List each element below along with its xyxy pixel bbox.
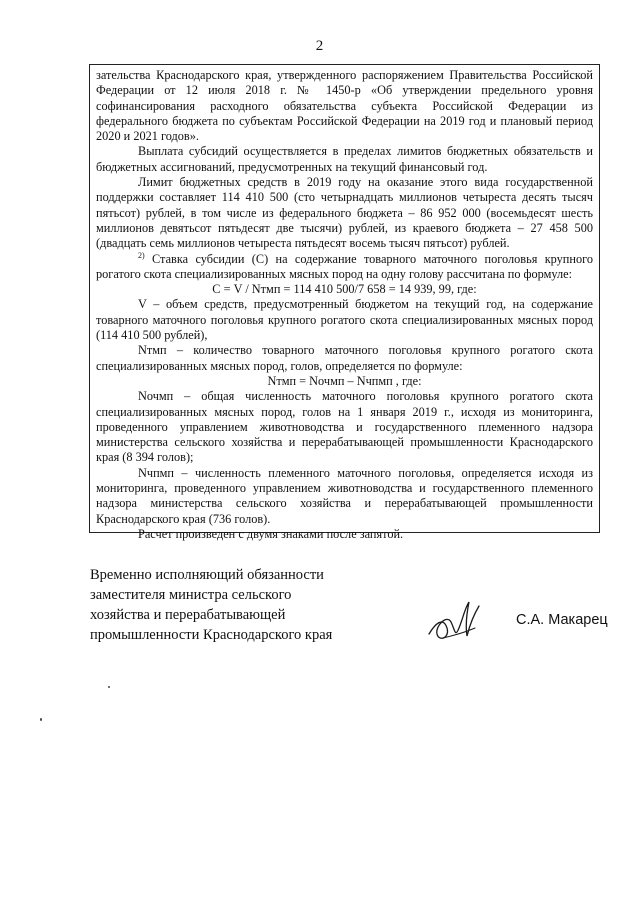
paragraph-rounding-note: Расчет произведен с двумя знаками после запятой. bbox=[138, 526, 404, 541]
paragraph-v-definition: V – объем средств, предусмотренный бюджетом на текущий год, на содержание товарного маточного поголовья крупного рогатого скота специализированных мясных пород (114 410 500 рублей), bbox=[96, 297, 593, 343]
framed-text-block bbox=[89, 64, 600, 541]
paragraph-subsidy-rate bbox=[96, 252, 593, 283]
signer-name: С.А. Макарец bbox=[516, 612, 608, 628]
page-number: 2 bbox=[315, 38, 324, 54]
handwritten-signature bbox=[425, 598, 485, 646]
signatory-title-line: заместителя министра сельского bbox=[90, 587, 292, 603]
signatory-title-line: Временно исполняющий обязанности bbox=[90, 567, 324, 583]
formula-ntmp: Nтмп = Nочмп – Nчпмп , где: bbox=[267, 373, 422, 388]
paragraph-ntmp-definition: Nтмп – количество товарного маточного поголовья крупного рогатого скота специализированных мясных пород, голов, определяется по формуле: bbox=[96, 343, 593, 373]
signatory-title-line: промышленности Краснодарского края bbox=[90, 627, 333, 643]
formula-rate: С = V / Nтмп = 114 410 500/7 658 = 14 939, 99, где: bbox=[212, 282, 477, 297]
paragraph-budget-limit: Лимит бюджетных средств в 2019 году на оказание этого вида государственной поддержки составляет 114 410 500 (сто четырнадцать миллионов четыреста десять тысяч пятьсот) рублей, в том числе из федерального бюджета – 86 952 000 (восемьдесят шесть миллионов девятьсот пятьдесят две тысячи) рублей, из краевого бюджета – 27 458 500 (двадцать семь миллионов четыреста пятьдесят восемь тысяч пятьсот) рублей. bbox=[96, 175, 593, 251]
scan-speck bbox=[108, 686, 110, 688]
paragraph-nochmp-definition: Nочмп – общая численность маточного поголовья крупного рогатого скота специализированных мясных пород, голов на 1 января 2019 г., исходя из мониторинга, проведенного управлением животноводства и государственного племенного надзора министерства сельского хозяйства и перерабатывающей промышленности Краснодарского края (8 394 голов); bbox=[96, 389, 593, 465]
signatory-title-line: хозяйства и перерабатывающей bbox=[90, 607, 286, 623]
paragraph-continuation: зательства Краснодарского края, утвержденного распоряжением Правительства Российской Федерации от 12 июля 2018 г. № 1450-р «Об утверждении предельного уровня софинансирования расходного обязательства субъекта Российской Федерации из федерального бюджета по субъектам Российской Федерации на 2019 год и плановый период 2020 и 2021 годов». bbox=[96, 68, 593, 144]
scan-speck bbox=[40, 718, 42, 721]
paragraph-nchpmp-definition: Nчпмп – численность племенного маточного поголовья, определяется исходя из мониторинга, проведенного управлением животноводства и государственного племенного надзора министерства сельского хозяйства и перерабатывающей промышленности Краснодарского края (736 голов). bbox=[96, 465, 593, 526]
subsidy-rate-text: Ставка субсидии (С) на содержание товарного маточного поголовья крупного рогатого скота специализированных мясных пород на одну голову рассчитана по формуле: bbox=[96, 251, 593, 281]
signatory-title bbox=[90, 565, 332, 645]
footnote-marker: 2) bbox=[138, 250, 145, 260]
paragraph-subsidy-payment: Выплата субсидий осуществляется в пределах лимитов бюджетных обязательств и бюджетных ассигнований, предусмотренных на текущий финансовый год. bbox=[96, 144, 593, 174]
